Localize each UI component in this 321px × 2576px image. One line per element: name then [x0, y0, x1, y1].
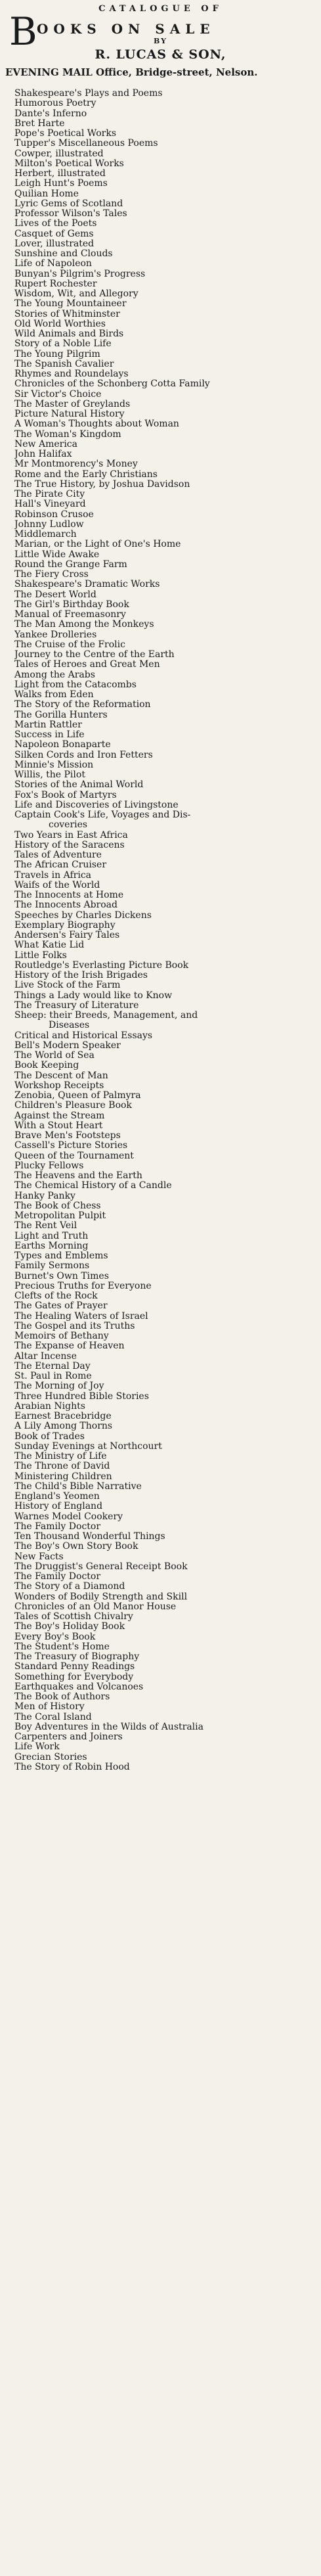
book-title: Rhymes and Roundelays [14, 369, 129, 379]
headline-text: OOKS ON SALE [37, 21, 215, 37]
book-title: Manual of Freemasonry [14, 610, 126, 620]
book-title: History of the Irish Brigades [14, 971, 148, 980]
book-title: The Desert World [14, 589, 96, 600]
book-title: The Boy's Own Story Book [14, 1542, 139, 1552]
book-title: The Morning of Joy [14, 1381, 104, 1392]
drop-cap-letter: B [9, 9, 37, 54]
book-title: Hanky Panky [14, 1191, 75, 1201]
book-title: Standard Penny Readings [14, 1662, 135, 1672]
book-title: Tales of Heroes and Great Men [14, 660, 160, 670]
book-title: Round the Grange Farm [14, 559, 127, 570]
book-title: Metropolitan Pulpit [14, 1211, 106, 1221]
book-title: Plucky Fellows [14, 1161, 84, 1171]
book-title: Chronicles of an Old Manor House [14, 1601, 177, 1612]
book-title: Little Folks [14, 950, 67, 961]
book-title: Casquet of Gems [14, 229, 94, 239]
book-title: Arabian Nights [14, 1401, 85, 1412]
book-title: Andersen's Fairy Tales [14, 931, 120, 940]
book-title: Queen of the Tournament [14, 1151, 134, 1161]
book-title: Tales of Adventure [14, 850, 102, 860]
book-title: Ten Thousand Wonderful Things [14, 1532, 165, 1542]
book-title: The Fiery Cross [14, 570, 89, 580]
book-title: The True History, by Joshua Davidson [14, 479, 190, 490]
book-title: Silken Cords and Iron Fetters [14, 750, 153, 760]
book-title: England's Yeomen [14, 1492, 100, 1502]
book-title: Lives of the Poets [14, 219, 97, 229]
book-title: The Boy's Holiday Book [14, 1622, 125, 1632]
book-title: Sheep: their Breeds, Management, and [14, 1011, 198, 1021]
book-title: The Coral Island [14, 1712, 92, 1722]
book-title: The Young Pilgrim [14, 349, 100, 359]
book-title: Against the Stream [14, 1111, 105, 1121]
book-title: Fox's Book of Martyrs [14, 790, 117, 800]
book-title: The Ministry of Life [14, 1452, 107, 1461]
book-title: The Gates of Prayer [14, 1301, 108, 1312]
book-title: Zenobia, Queen of Palmyra [14, 1091, 141, 1101]
book-title: Pope's Poetical Works [14, 129, 117, 139]
book-title: Sir Victor's Choice [14, 389, 102, 400]
book-title: Chronicles of the Schonberg Cotta Family [14, 379, 210, 390]
book-title: Children's Pleasure Book [14, 1101, 132, 1111]
book-title: Yankee Drolleries [14, 630, 97, 640]
book-title: The Child's Bible Narrative [14, 1481, 142, 1492]
book-title: Light and Truth [14, 1231, 89, 1241]
book-title: Bunyan's Pilgrim's Progress [14, 269, 146, 279]
book-title: The Student's Home [14, 1642, 110, 1652]
book-title: A Woman's Thoughts about Woman [14, 419, 179, 430]
book-title: Rupert Rochester [14, 279, 97, 289]
book-title: Earnest Bracebridge [14, 1412, 112, 1421]
book-title: Sunshine and Clouds [14, 249, 113, 259]
book-title: New America [14, 439, 77, 449]
book-title: Johnny Ludlow [14, 519, 84, 530]
book-title: St. Paul in Rome [14, 1371, 92, 1381]
book-title: coveries [49, 820, 88, 831]
book-title: Precious Truths for Everyone [14, 1281, 152, 1291]
book-title: History of England [14, 1502, 103, 1512]
book-title: Life and Discoveries of Livingstone [14, 800, 179, 810]
book-title: The African Cruiser [14, 860, 107, 871]
book-title: Mr Montmorency's Money [14, 459, 138, 470]
book-title: The Treasury of Literature [14, 1000, 139, 1011]
book-title: With a Stout Heart [14, 1120, 103, 1131]
book-title: The Healing Waters of Israel [14, 1311, 148, 1322]
book-title: Grecian Stories [14, 1752, 87, 1762]
book-title: Shakespeare's Plays and Poems [14, 89, 163, 99]
book-title: Cowper, illustrated [14, 149, 104, 159]
book-title: New Facts [14, 1552, 64, 1562]
book-title: The Treasury of Biography [14, 1652, 140, 1662]
book-title: History of the Saracens [14, 840, 125, 850]
book-title: Book of Trades [14, 1431, 85, 1442]
book-title: Burnet's Own Times [14, 1271, 109, 1281]
book-title: Earthquakes and Volcanoes [14, 1682, 144, 1692]
book-title: Marian, or the Light of One's Home [14, 540, 181, 550]
book-title: The World of Sea [14, 1051, 95, 1061]
book-title: The Descent of Man [14, 1070, 108, 1081]
book-title: Leigh Hunt's Poems [14, 179, 108, 189]
book-title: The Gospel and its Truths [14, 1321, 135, 1331]
book-title: John Halifax [14, 449, 72, 459]
book-title: Robinson Crusoe [14, 509, 94, 520]
book-title: Men of History [14, 1702, 85, 1713]
book-title: Stories of the Animal World [14, 780, 144, 791]
book-title: The Chemical History of a Candle [14, 1181, 172, 1191]
book-title: Martin Rattler [14, 720, 82, 730]
book-title: What Katie Lid [14, 940, 85, 951]
book-title: Speeches by Charles Dickens [14, 910, 152, 921]
book-title: The Book of Authors [14, 1692, 110, 1702]
book-title: Life of Napoleon [14, 259, 92, 269]
book-title: Boy Adventures in the Wilds of Australia [14, 1722, 203, 1732]
book-title: Diseases [49, 1021, 90, 1031]
book-title: The Family Doctor [14, 1572, 101, 1582]
book-title: Quilian Home [14, 189, 79, 199]
book-title: The Eternal Day [14, 1361, 91, 1371]
book-title: Life Work [14, 1742, 60, 1753]
book-title: Tupper's Miscellaneous Poems [14, 139, 158, 149]
book-title: Brave Men's Footsteps [14, 1131, 121, 1141]
book-title: Types and Emblems [14, 1251, 108, 1261]
book-title: The Story of Robin Hood [14, 1762, 130, 1772]
publisher-name: R. LUCAS & SON, [95, 47, 226, 62]
book-title: The Pirate City [14, 490, 85, 499]
book-list [14, 89, 316, 1772]
publisher-address: EVENING MAIL Office, Bridge-street, Nelson. [5, 66, 258, 78]
book-title: The Innocents Abroad [14, 900, 118, 911]
book-title: Things a Lady would like to Know [14, 990, 173, 1001]
book-title: Memoirs of Bethany [14, 1331, 109, 1341]
book-title: The Throne of David [14, 1461, 110, 1472]
book-title: The Druggist's General Receipt Book [14, 1561, 188, 1572]
book-title: Ministering Children [14, 1471, 112, 1482]
book-title: Sunday Evenings at Northcourt [14, 1441, 162, 1452]
book-title: Live Stock of the Farm [14, 980, 121, 991]
book-title: Family Sermons [14, 1261, 90, 1272]
book-title: Bret Harte [14, 118, 65, 129]
book-title: The Innocents at Home [14, 890, 124, 900]
book-title: Something for Everybody [14, 1672, 134, 1682]
book-title: Willis, the Pilot [14, 770, 85, 780]
book-title: Professor Wilson's Tales [14, 209, 127, 219]
book-title: Waifs of the World [14, 880, 100, 890]
book-title: Tales of Scottish Chivalry [14, 1612, 133, 1622]
book-title: Wonders of Bodily Strength and Skill [14, 1592, 188, 1602]
book-title: Shakespeare's Dramatic Works [14, 580, 160, 590]
book-title: The Story of the Reformation [14, 700, 151, 710]
book-title: The Family Doctor [14, 1521, 101, 1532]
book-title: Two Years in East Africa [14, 830, 128, 840]
catalogue-title: CATALOGUE OF [98, 4, 223, 14]
book-title: Humorous Poetry [14, 99, 96, 109]
book-title: Lyric Gems of Scotland [14, 198, 123, 209]
book-title: The Woman's Kingdom [14, 429, 121, 440]
book-title: Middlemarch [14, 530, 77, 540]
book-title: The Expanse of Heaven [14, 1341, 125, 1352]
book-title: Dante's Inferno [14, 108, 87, 119]
book-title: Story of a Noble Life [14, 339, 112, 350]
book-title: Wisdom, Wit, and Allegory [14, 289, 139, 299]
book-title: Warnes Model Cookery [14, 1511, 123, 1522]
book-title: Light from the Catacombs [14, 679, 137, 690]
book-title: Minnie's Mission [14, 760, 94, 770]
book-title: Little Wide Awake [14, 549, 100, 560]
book-title: Altar Incense [14, 1351, 77, 1362]
book-title: A Lily Among Thorns [14, 1421, 113, 1432]
book-title: Among the Arabs [14, 670, 95, 680]
book-title: Every Boy's Book [14, 1632, 96, 1642]
book-title: The Spanish Cavalier [14, 359, 114, 369]
book-title: Stories of Whitminster [14, 309, 120, 319]
book-title: Success in Life [14, 730, 85, 740]
book-title: The Heavens and the Earth [14, 1171, 142, 1181]
book-title: Rome and the Early Christians [14, 469, 158, 480]
book-title: Bell's Modern Speaker [14, 1040, 121, 1051]
book-title: Hall's Vineyard [14, 499, 86, 510]
book-title: The Cruise of the Frolic [14, 639, 125, 650]
book-title: The Story of a Diamond [14, 1582, 125, 1592]
book-title: Picture Natural History [14, 409, 125, 419]
book-title: Wild Animals and Birds [14, 329, 124, 339]
book-title: Three Hundred Bible Stories [14, 1391, 149, 1402]
book-title: Routledge's Everlasting Picture Book [14, 960, 189, 971]
book-title: Cassell's Picture Stories [14, 1141, 128, 1151]
book-title: The Gorilla Hunters [14, 710, 108, 720]
book-title: The Man Among the Monkeys [14, 620, 154, 630]
book-title: The Rent Veil [14, 1221, 77, 1231]
book-title: The Girl's Birthday Book [14, 599, 129, 610]
book-title: Lover, illustrated [14, 239, 95, 249]
book-title: Herbert, illustrated [14, 169, 106, 179]
book-title: The Young Mountaineer [14, 299, 127, 310]
book-title: Clefts of the Rock [14, 1291, 98, 1301]
by-line: BY [154, 37, 167, 45]
book-title: Old World Worthies [14, 319, 106, 329]
book-title: The Master of Greylands [14, 399, 131, 409]
book-title: Travels in Africa [14, 870, 92, 881]
book-title: Earths Morning [14, 1241, 89, 1251]
book-title: Napoleon Bonaparte [14, 740, 111, 750]
book-title: Carpenters and Joiners [14, 1732, 123, 1742]
book-title: Journey to the Centre of the Earth [14, 650, 175, 660]
book-title: Critical and Historical Essays [14, 1030, 153, 1041]
book-title: Captain Cook's Life, Voyages and Dis- [14, 810, 191, 820]
book-title: Milton's Poetical Works [14, 158, 124, 169]
book-title: Workshop Receipts [14, 1080, 104, 1091]
book-title: The Book of Chess [14, 1201, 101, 1211]
book-title: Exemplary Biography [14, 920, 116, 931]
book-title: Walks from Eden [14, 690, 94, 700]
book-title: Book Keeping [14, 1061, 79, 1071]
